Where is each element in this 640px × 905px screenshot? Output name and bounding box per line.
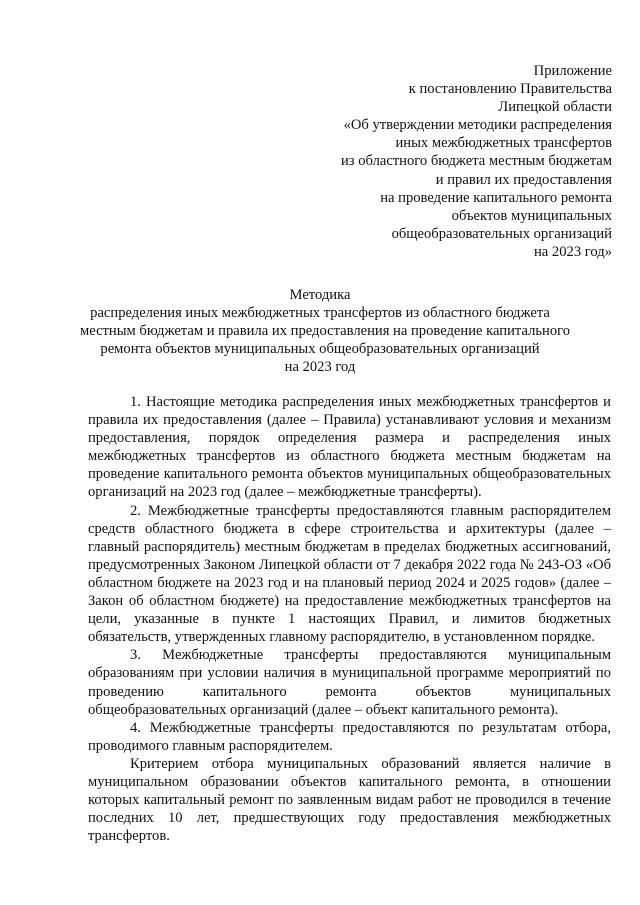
paragraph-3: 3. Межбюджетные трансферты предоставляются муниципальным образованиям при условии наличия в муниципальной программе мероприятий по проведению капитального ремонта объектов муниципальных общеобразовательных организаций (далее – объект капитального ремонта). (88, 647, 611, 718)
paragraph-4: 4. Межбюджетные трансферты предоставляются по результатам отбора, проводимого главным распорядителем. (88, 719, 611, 754)
title-line: распределения иных межбюджетных трансфертов из областного бюджета (90, 305, 550, 322)
appendix-line: общеобразовательных организаций (391, 225, 612, 242)
appendix-line: и правил их предоставления (435, 171, 612, 188)
title-line: местным бюджетам и правила их предоставления на проведение капитального (80, 323, 571, 340)
appendix-line: Приложение (533, 63, 612, 79)
appendix-line: иных межбюджетных трансфертов (395, 135, 612, 152)
appendix-line: Липецкой области (498, 99, 612, 116)
appendix-line: из областного бюджета местным бюджетам (340, 153, 612, 170)
appendix-line: «Об утверждении методики распределения (343, 117, 612, 134)
paragraph-2: 2. Межбюджетные трансферты предоставляются главным распорядителем средств областного бюджета в сфере строительства и архитектуры (далее – главный распорядитель) местным бюджетам в пределах бюджетных ассигнований, предусмотренных Законом Липецкой области от 7 декабря 2022 года № 243-ОЗ «Об областном бюджете на 2023 год и на плановый период 2024 и 2025 годов» (далее – Закон об областном бюджете) на предоставление межбюджетных трансфертов на цели, указанные в пункте 1 настоящих Правил, и лимитов бюджетных обязательств, утвержденных главному распорядителю, в установленном порядке. (88, 502, 611, 646)
title-line: ремонта объектов муниципальных общеобразовательных организаций (100, 341, 540, 358)
title-line: на 2023 год (284, 359, 356, 376)
appendix-line: к постановлению Правительства (408, 81, 612, 98)
title-line: Методика (289, 287, 351, 303)
paragraph-1: 1. Настоящие методика распределения иных межбюджетных трансфертов и правила их предоставления (далее – Правила) устанавливают условия и механизм предоставления, порядок определения размера и распределения иных межбюджетных трансфертов из областного бюджета местным бюджетам на проведение капитального ремонта объектов муниципальных общеобразовательных организаций на 2023 год (далее – межбюджетные трансферты). (88, 394, 611, 501)
document-body (88, 393, 611, 845)
appendix-line: на проведение капитального ремонта (380, 189, 612, 206)
appendix-header (282, 62, 612, 261)
appendix-line: объектов муниципальных (451, 207, 612, 224)
document-title (80, 286, 571, 376)
appendix-line: на 2023 год» (534, 243, 612, 260)
paragraph-5: Критерием отбора муниципальных образований является наличие в муниципальном образовании объектов капитального ремонта, в отношении которых капитальный ремонт по заявленным видам работ не проводился в течение последних 10 лет, предшествующих году предоставления межбюджетных трансфертов. (88, 755, 611, 845)
